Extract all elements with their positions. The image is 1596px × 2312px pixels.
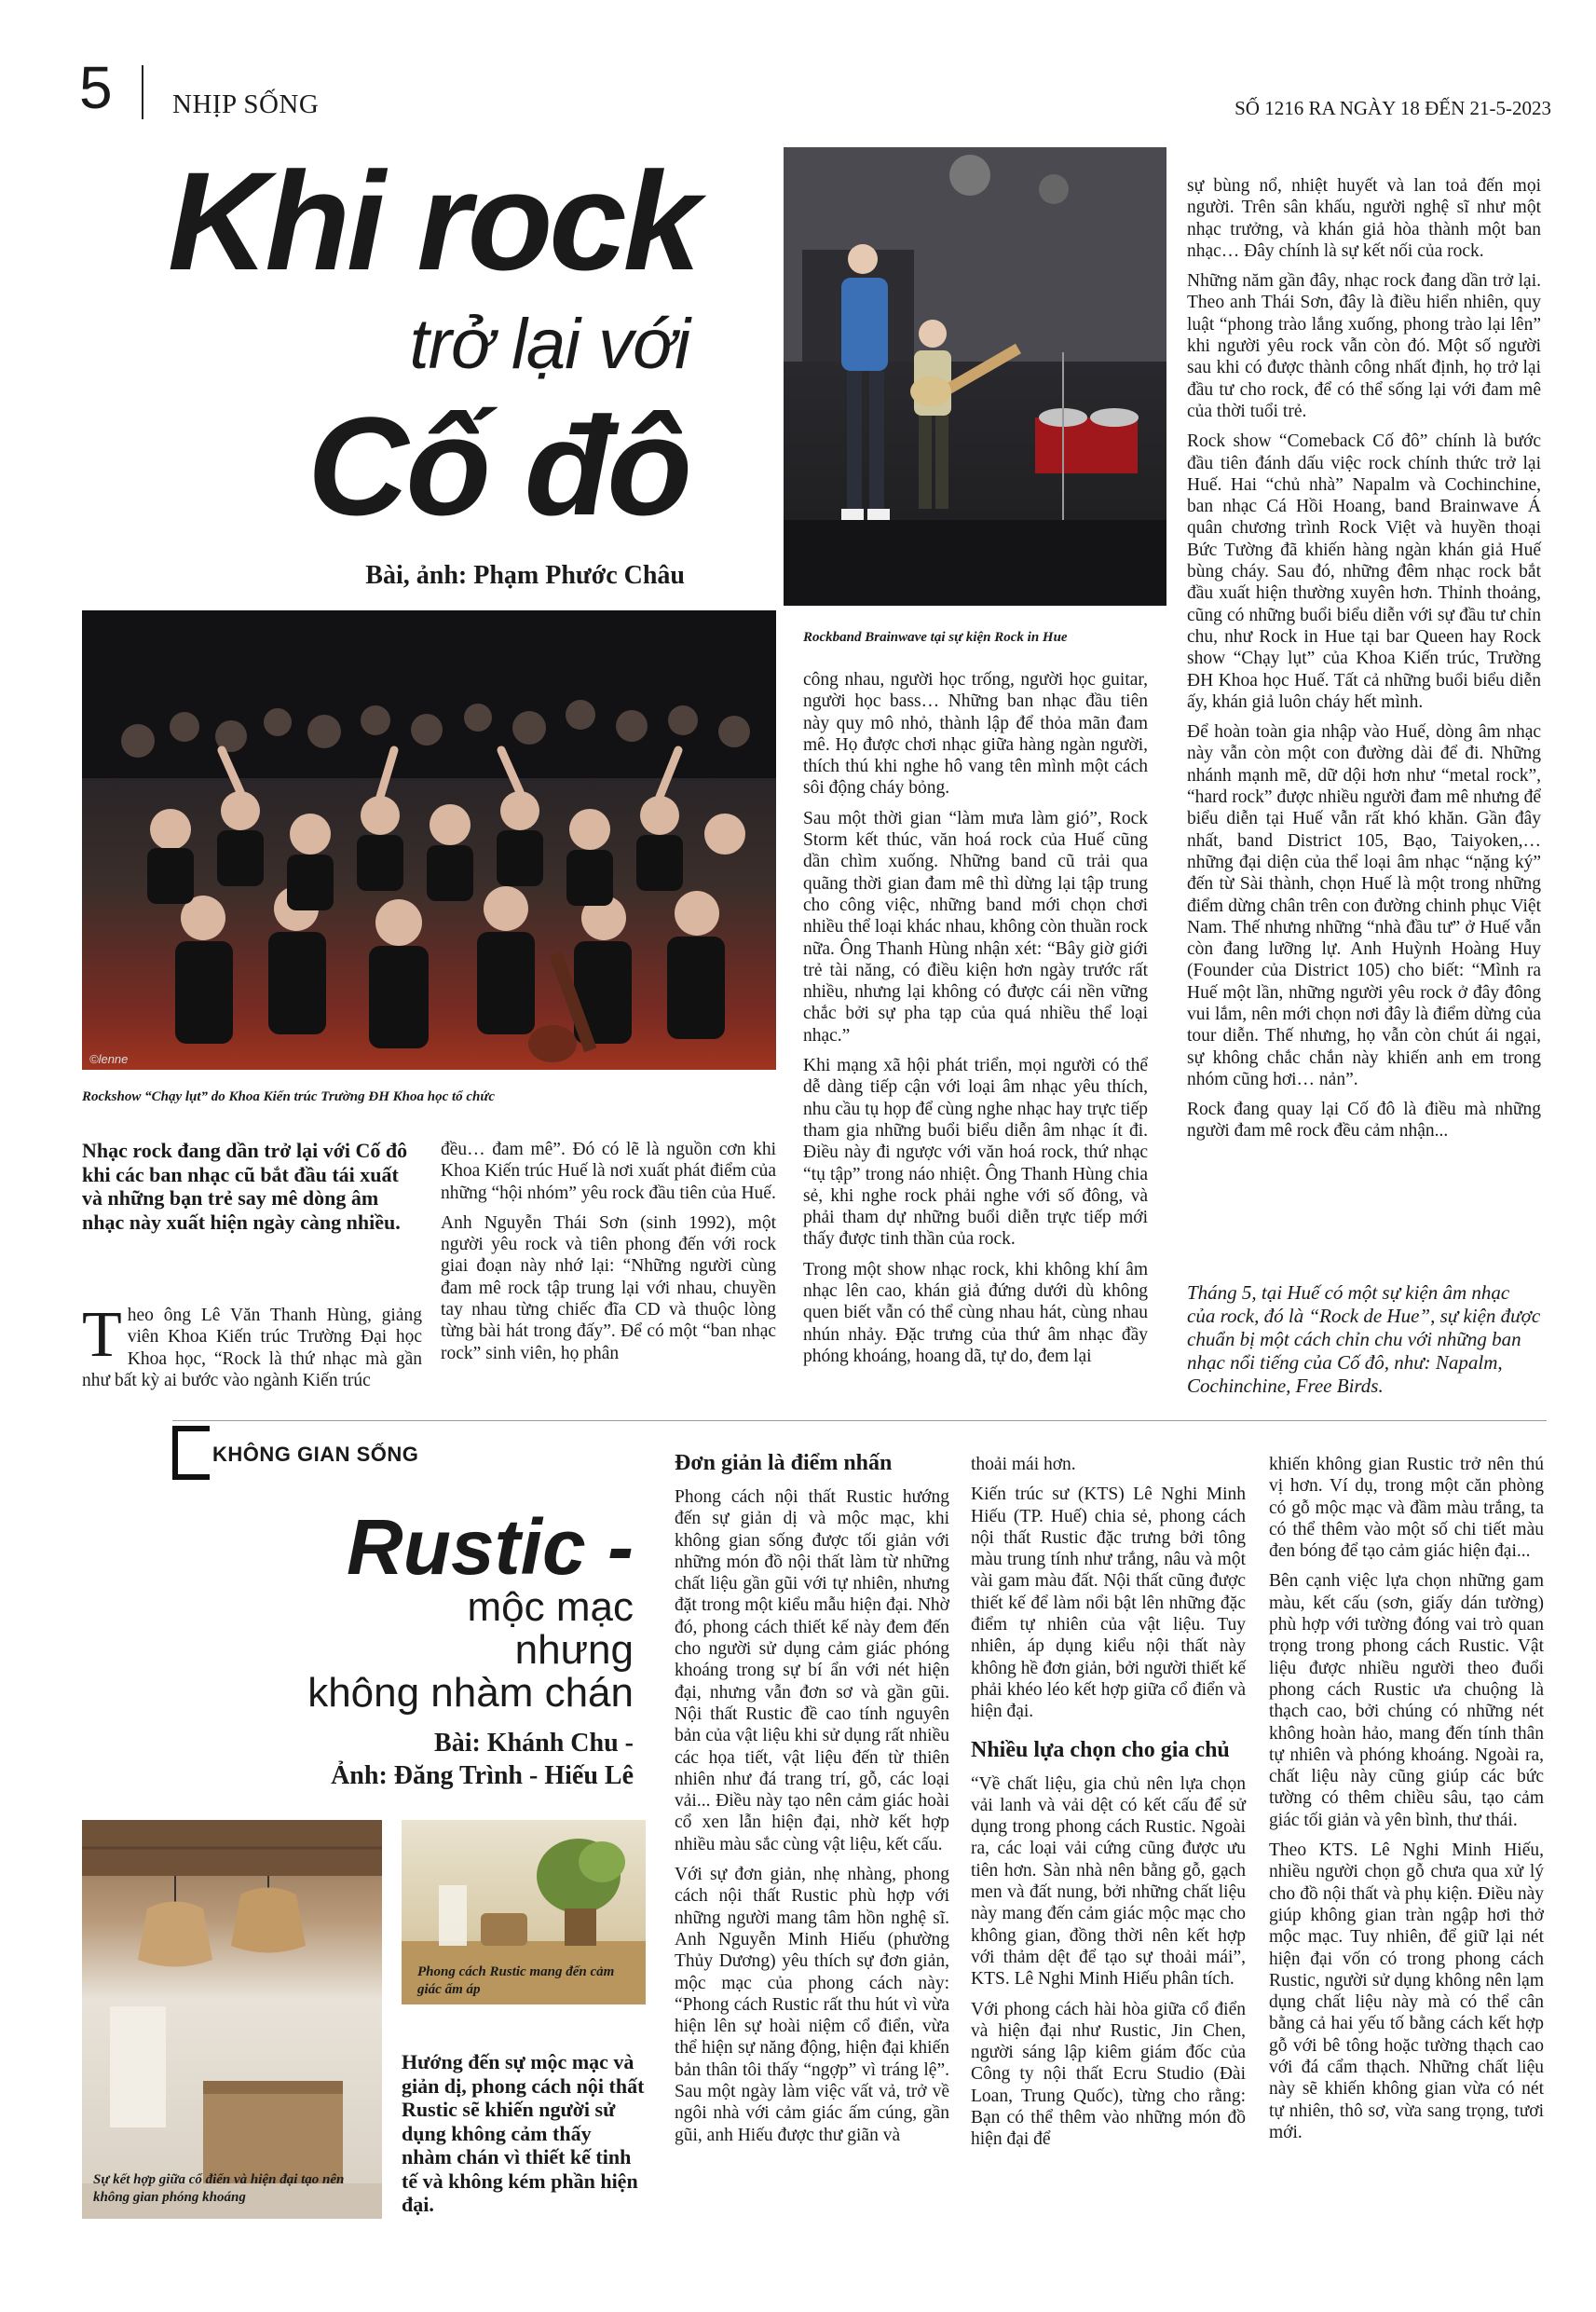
article-title-line3: Cố đô — [307, 388, 689, 544]
rustic-byline-2: Ảnh: Đăng Trình - Hiếu Lê — [331, 1761, 634, 1790]
rustic-lead: Hướng đến sự mộc mạc và giản dị, phong cách nội thất Rustic sẽ khiến người sử dụng không cảm thấy nhàm chán vì thiết kế tinh tế và không kém phần hiện đại. — [402, 2050, 645, 2216]
article-paragraph: Sau một thời gian “làm mưa làm gió”, Rock Storm kết thúc, văn hoá rock của Huế cũng dần chìm xuống. Những band cũ trải qua quãng thời gian đam mê thì dừng lại tập trung cho công việc, những band mới chọn chơi nhiều thể loại khác nhau, không còn thuần rock nữa. Ông Thanh Hùng nhận xét: “Bây giờ giới trẻ tài năng, có điều kiện hơn ngày trước rất nhiều, nhưng lại không có được cái nền vững chắc bởi sự pha tạp của quá nhiều thể loại nhạc.” — [803, 808, 1148, 1046]
article-paragraph: Những năm gần đây, nhạc rock đang dần trở lại. Theo anh Thái Sơn, đây là điều hiển nhiên, quy luật “phong trào lắng xuống, phong trào lại lên” khi người yêu rock vẫn còn đó. Một số người sau khi có được thành công nhất định, họ trở lại đầu tư cho rock, để có thể sống lại với đam mê của thời tuổi trẻ. — [1187, 271, 1541, 421]
article-paragraph: sự bùng nổ, nhiệt huyết và lan toả đến mọi người. Trên sân khấu, người nghệ sĩ như một nhạc trưởng, và khán giả hòa thành một ban nhạc… Đây chính là sự kết nối của rock. — [1187, 176, 1541, 261]
article-paragraph: công nhau, người học trống, người học guitar, người học bass… Những ban nhạc đầu tiên này quy mô nhỏ, thành lập để thỏa mãn đam mê. Họ được chơi nhạc giữa hàng ngàn người, thích thú khi nghe hô vang tên mình một cách sôi động cháy bỏng. — [803, 670, 1148, 799]
rustic-column-3 — [1269, 1454, 1544, 2152]
article-column-3 — [803, 669, 1148, 1375]
decor-photo-caption: Phong cách Rustic mang đến cảm giác ấm áp — [417, 1964, 615, 1997]
crowd-illustration — [82, 610, 776, 1070]
rustic-interior-photo — [82, 1820, 382, 2219]
article-paragraph: Rock show “Comeback Cố đô” chính là bước đầu tiên đánh dấu việc rock chính thức trở lại Huế. Hai “chủ nhà” Napalm và Cochinchine, ban nhạc Cá Hồi Hoang, band Brainwave Á quân chương trình Rock Việt và huyền thoại Bức Tường đã khiến hàng ngàn khán giả Huế bùng cháy. Sau đó, những đêm nhạc rock bắt đầu xuất hiện thường xuyên hơn. Thỉnh thoảng, cũng có những buổi biểu diễn với sự đầu tư chỉn chu, như Rock in Hue tại bar Queen hay Rock show “Chạy lụt” của Khoa Kiến trúc, Trường ĐH Khoa học Huế. Tất cả những buổi biểu diễn ấy, khán giả luôn cháy hết mình. — [1187, 431, 1541, 712]
rustic-column-2 — [971, 1454, 1246, 2159]
article-paragraph: khiến không gian Rustic trở nên thú vị hơn. Ví dụ, trong một căn phòng có gỗ mộc mạc và đầm màu trắng, ta có thể thêm vào một số chi tiết màu đen bóng để tạo cảm giác hiện đại... — [1269, 1455, 1544, 1562]
article-paragraph: đều… đam mê”. Đó có lẽ là nguồn cơn khi Khoa Kiến trúc Huế là nơi xuất phát điểm của những “hội nhóm” yêu rock đầu tiên của Huế. — [441, 1140, 776, 1203]
page-number: 5 — [79, 54, 113, 121]
article-column-4 — [1187, 175, 1541, 1151]
band-stage-photo — [784, 147, 1166, 606]
concert-crowd-photo — [82, 610, 776, 1070]
section-separator — [172, 1420, 1547, 1421]
rustic-byline-1: Bài: Khánh Chu - — [434, 1729, 634, 1758]
drop-cap: T — [82, 1299, 122, 1371]
article-paragraph: thoải mái hơn. — [971, 1455, 1076, 1474]
band-photo-caption: Rockband Brainwave tại sự kiện Rock in Hue — [803, 630, 1068, 645]
rustic-column-1 — [675, 1449, 949, 2155]
article-paragraph: Phong cách nội thất Rustic hướng đến sự giản dị và mộc mạc, khi không gian sống được tối giản với những món đồ nội thất làm từ những chất liệu gần gũi với tự nhiên, nhưng đặt trong một kiểu mẫu hiện đại. Nhờ đó, phong cách thiết kế này đem đến cho người sử dụng cảm giác phóng khoáng trong sự bí ẩn với nét hiện đại, nhưng vẫn đơn sơ và gần gũi. Nội thất Rustic đề cao tính nguyên bản của vật liệu khi sử dụng rất nhiều các họa tiết, vật liệu đến từ thiên nhiên như đá trang trí, gỗ, các loại vải... Điều này tạo nên cảm giác hoài cổ xen lẫn hiện đại, nhờ kết hợp nhiều màu sắc cùng vật liệu, kết cấu. — [675, 1487, 949, 1854]
article-paragraph: Kiến trúc sư (KTS) Lê Nghi Minh Hiếu (TP. Huế) chia sẻ, phong cách nội thất Rustic đặc trưng bởi tông màu trung tính như trắng, nâu và một vài gam màu đất. Nội thất cũng được thiết kế để làm nổi bật lên những đặc điểm tự nhiên của vật liệu. Tuy nhiên, áp dụng kiểu nội thất này không hề đơn giản, bởi người thiết kế phải khéo léo kết hợp giữa cổ điển và hiện đại. — [971, 1484, 1246, 1722]
interior-illustration — [82, 1820, 382, 2219]
article-column-1 — [82, 1299, 422, 1400]
interior-photo-caption: Sự kết hợp giữa cổ điển và hiện đại tạo nên không gian phóng khoáng — [93, 2172, 345, 2205]
article-title-line1: Khi rock — [168, 143, 698, 299]
rustic-subtitle-1: mộc mạc — [467, 1584, 634, 1630]
article-column-2 — [441, 1139, 776, 1373]
event-note: Tháng 5, tại Huế có một sự kiện âm nhạc của rock, đó là “Rock de Hue”, sự kiện được chuẩn bị một cách chỉn chu với những ban nhạc nổi tiếng của Cố đô, như: Napalm, Cochinchine, Free Birds. — [1187, 1281, 1541, 1397]
article-paragraph: “Về chất liệu, gia chủ nên lựa chọn vải lanh và vải dệt có kết cấu để sử dụng trong phong cách Rustic. Ngoài ra, các loại vải cứng cũng được ưu tiên hơn. Sàn nhà nên bằng gỗ, gạch men và đất nung, bởi những chất liệu này mang đến cảm giác mộc mạc cho không gian, đồng thời nên kết hợp với thảm dệt để tạo sự thoải mái”, KTS. Lê Nghi Minh Hiếu phân tích. — [971, 1773, 1246, 1990]
article-paragraph: Theo KTS. Lê Nghi Minh Hiếu, nhiều người chọn gỗ chưa qua xử lý cho đồ nội thất và phụ kiện. Điều này giúp không gian tràn ngập hơi thở mộc mạc. Tuy nhiên, để giữ lại nét hiện đại vốn có trong phong cách Rustic, người sử dụng không nên lạm dụng chất liệu này mà có thể cân bằng cả hai yếu tố bằng cách kết hợp gỗ với bê tông hoặc tường thạch cao với đá cẩm thạch. Những chất liệu này sẽ khiến không gian vừa có nét tự nhiên, thô sơ, vừa sang trọng, tươi mới. — [1269, 1840, 1544, 2142]
article-byline: Bài, ảnh: Phạm Phước Châu — [365, 561, 685, 590]
concert-photo-caption: Rockshow “Chạy lụt” do Khoa Kiến trúc Trường ĐH Khoa học tổ chức — [82, 1089, 496, 1104]
subheading: Đơn giản là điểm nhấn — [675, 1451, 893, 1475]
article-paragraph: Khi mạng xã hội phát triển, mọi người có thể dễ dàng tiếp cận với loại âm nhạc yêu thích, nhu cầu tụ họp để cùng nghe nhạc hay trực tiếp tham gia những buổi biểu diễn âm nhạc ít đi. Điều này đi ngược với văn hoá rock, thứ nhạc “tụ tập” trong náo nhiệt. Ông Thanh Hùng chia sẻ, khi nghe rock phải nghe với số đông, và phải tham dự những buổi diễn trực tiếp mới thấy được tinh thần của rock. — [803, 1056, 1148, 1250]
article-paragraph: Rock đang quay lại Cố đô là điều mà những người đam mê rock đều cảm nhận... — [1187, 1100, 1541, 1142]
article-paragraph: Bên cạnh việc lựa chọn những gam màu, kết cấu (sơn, giấy dán tường) phù hợp với tường đóng vai trò quan trọng trong phong cách Rustic. Vật liệu được nhiều người theo đuổi phong cách Rustic ưa chuộng là thạch cao, bởi chúng có những nét không hoàn hảo, mang đến tính thân tự nhiên và phóng khoáng. Ngoài ra, chất liệu này cũng giúp các bức tường có thêm chiều sâu, tạo cảm giác tối giản và yên bình, thư thái. — [1269, 1571, 1544, 1830]
article-paragraph: Với phong cách hài hòa giữa cổ điển và hiện đại như Rustic, Jin Chen, người sáng lập kiêm giám đốc của Công ty nội thất Ecru Studio (Đài Loan, Trung Quốc), từng cho rằng: Bạn có thể thêm vào những món đồ hiện đại để — [971, 1999, 1246, 2150]
photo-watermark: ©lenne — [89, 1052, 129, 1066]
article-paragraph: Với sự đơn giản, nhẹ nhàng, phong cách nội thất Rustic phù hợp với những người mang tâm hồn nghệ sĩ. Anh Nguyễn Minh Hiếu (phường Thủy Dương) yêu thích sự đơn giản, mộc mạc của phong cách này: “Phong cách Rustic rất thu hút vì vừa hiện lên sự hoài niệm cổ điển, vừa thể hiện sự năng động, hiện đại khiến bản thân tôi thấy “ngợp” vì tráng lệ”. Sau một ngày làm việc vất vả, trở về ngôi nhà với cảm giác ấm cúng, gần gũi, anh Hiếu được thư giãn và — [675, 1865, 949, 2145]
article-paragraph: Anh Nguyễn Thái Sơn (sinh 1992), một người yêu rock và tiên phong đến với rock giai đoạn này nhớ lại: “Những người cùng đam mê rock tập trung lại với nhau, chuyền tay nhau từng chiếc đĩa CD và thuộc lòng từng bài hát trong đấy”. Để có một “ban nhạc rock” sinh viên, họ phân — [441, 1212, 776, 1363]
band-illustration — [784, 147, 1166, 606]
section-label: KHÔNG GIAN SỐNG — [212, 1443, 419, 1466]
article-lead: Nhạc rock đang dần trở lại với Cố đô khi các ban nhạc cũ bắt đầu tái xuất và những bạn trẻ say mê dòng âm nhạc này xuất hiện ngày càng nhiều. — [82, 1139, 408, 1234]
article-title-line2: trở lại với — [409, 305, 689, 384]
header-divider — [142, 65, 143, 119]
rustic-subtitle-2: nhưng — [514, 1627, 634, 1673]
article-paragraph: Theo ông Lê Văn Thanh Hùng, giảng viên Khoa Kiến trúc Trường Đại học Khoa học, “Rock là thứ nhạc mà gần như bất kỳ ai bước vào ngành Kiến trúc — [82, 1299, 422, 1390]
rustic-subtitle-3: không nhàm chán — [307, 1670, 634, 1716]
article-paragraph: Để hoàn toàn gia nhập vào Huế, dòng âm nhạc này vẫn còn một con đường dài để đi. Những nhánh mạnh mẽ, dữ dội hơn như “metal rock”, “hard rock” được nhiều người đam mê nhưng để biểu diễn tại Huế vẫn rất khó khăn. Gần đây nhất, band District 105, Bạo, Taiyoken,… những đại diện của thể loại âm nhạc “nặng ký” đến từ Sài thành, chọn Huế là một trong những điểm dừng chân trên con đường chinh phục Việt Nam. Thế nhưng những “nhà đầu tư” ở Huế vẫn còn đang lưỡng lự. Anh Huỳnh Hoàng Huy (Founder của District 105) cho biết: “Mình ra Huế một lần, những người yêu rock ở đây đông vui lắm, nên mới chọn nơi đây là điểm dừng của tour diễn. Thế nhưng, họ vẫn còn chút ái ngại, sự không chắc chắn này khiến anh em trong nhóm cũng hơi… nản”. — [1187, 722, 1541, 1089]
rustic-title: Rustic - — [346, 1503, 634, 1591]
section-label-box — [172, 1426, 210, 1480]
article-paragraph: Trong một show nhạc rock, khi không khí âm nhạc lên cao, khán giả đứng dưới dù không quen biết vẫn có thể cùng nhau hát, cùng nhau nhún nhảy. Đặc trưng của thứ âm nhạc đầy phóng khoáng, hoang dã, tự do, đem lại — [803, 1259, 1148, 1366]
section-name: NHỊP SỐNG — [172, 89, 320, 119]
subheading: Nhiều lựa chọn cho gia chủ — [971, 1737, 1230, 1762]
issue-info: SỐ 1216 RA NGÀY 18 ĐẾN 21-5-2023 — [1235, 97, 1551, 119]
